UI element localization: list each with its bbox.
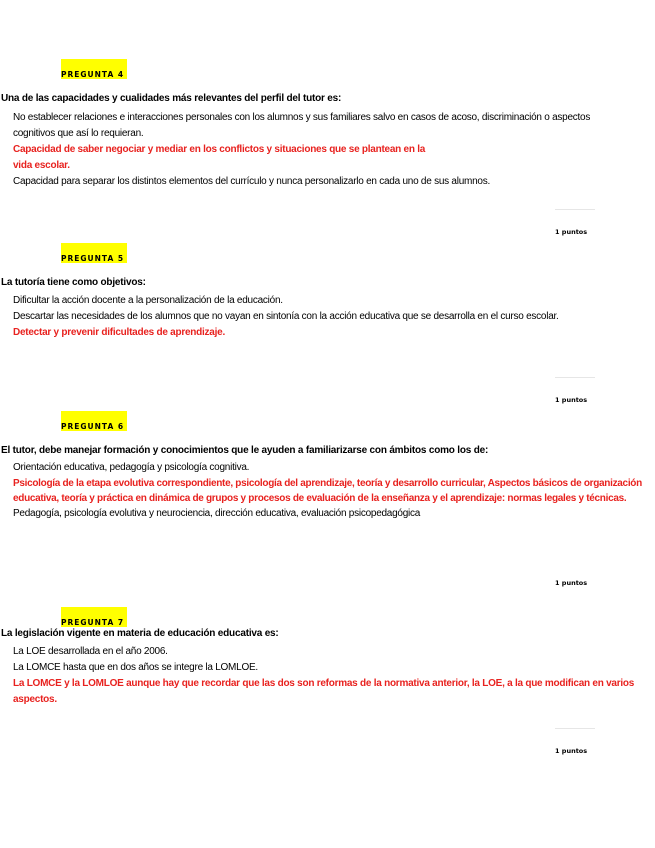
question-label: PREGUNTA 6 xyxy=(61,411,127,431)
answer-option: Orientación educativa, pedagogía y psicología cognitiva. xyxy=(13,462,250,473)
question-label: PREGUNTA 5 xyxy=(61,243,127,263)
question-text: Una de las capacidades y cualidades más relevantes del perfil del tutor es: xyxy=(1,93,342,104)
answer-option-correct: Psicología de la etapa evolutiva correspondiente, psicología del aprendizaje, teoría y desarrollo curricular, Aspectos básicos de organización educativa, teoría y práctica en dinámica de grupos y procesos de evaluación de la enseñanza y el aprendizaje: normas legales y técnicas. xyxy=(13,478,642,504)
answer-option-correct: Capacidad de saber negociar y mediar en los conflictos y situaciones que se plantean en la vida escolar. xyxy=(13,144,426,171)
points-divider xyxy=(555,728,595,729)
question-points: 1 puntos xyxy=(555,396,588,404)
answer-option-correct: Detectar y prevenir dificultades de aprendizaje. xyxy=(13,327,225,338)
answer-list xyxy=(13,460,653,522)
points-divider xyxy=(555,209,595,210)
question-points: 1 puntos xyxy=(555,747,588,755)
answer-option-correct: La LOMCE y la LOMLOE aunque hay que recordar que las dos son reformas de la normativa anterior, la LOE, a la que modifican en varios aspectos. xyxy=(13,678,635,705)
answer-list xyxy=(13,110,653,190)
question-text: La legislación vigente en materia de educación educativa es: xyxy=(1,628,279,639)
answer-option: Pedagogía, psicología evolutiva y neurociencia, dirección educativa, evaluación psicopedagógica xyxy=(13,508,421,519)
question-text: El tutor, debe manejar formación y conocimientos que le ayuden a familiarizarse con ámbitos como los de: xyxy=(1,445,489,456)
question-text: La tutoría tiene como objetivos: xyxy=(1,277,146,288)
answer-option: No establecer relaciones e interacciones personales con los alumnos y sus familiares salvo en casos de acoso, discriminación o aspectos cognitivos que así lo requieran. xyxy=(13,112,591,139)
answer-option: La LOE desarrollada en el año 2006. xyxy=(13,646,168,657)
answer-option: Dificultar la acción docente a la personalización de la educación. xyxy=(13,295,283,306)
question-points: 1 puntos xyxy=(555,579,588,587)
question-label: PREGUNTA 7 xyxy=(61,607,127,627)
question-points: 1 puntos xyxy=(555,228,588,236)
answer-list xyxy=(13,293,653,341)
points-divider xyxy=(555,377,595,378)
answer-option: Capacidad para separar los distintos elementos del currículo y nunca personalizarlo en cada uno de sus alumnos. xyxy=(13,176,490,187)
answer-list xyxy=(13,644,653,708)
answer-option: La LOMCE hasta que en dos años se integre la LOMLOE. xyxy=(13,662,258,673)
answer-option: Descartar las necesidades de los alumnos que no vayan en sintonía con la acción educativa que se desarrolla en el curso escolar. xyxy=(13,311,559,322)
question-label: PREGUNTA 4 xyxy=(61,59,127,79)
